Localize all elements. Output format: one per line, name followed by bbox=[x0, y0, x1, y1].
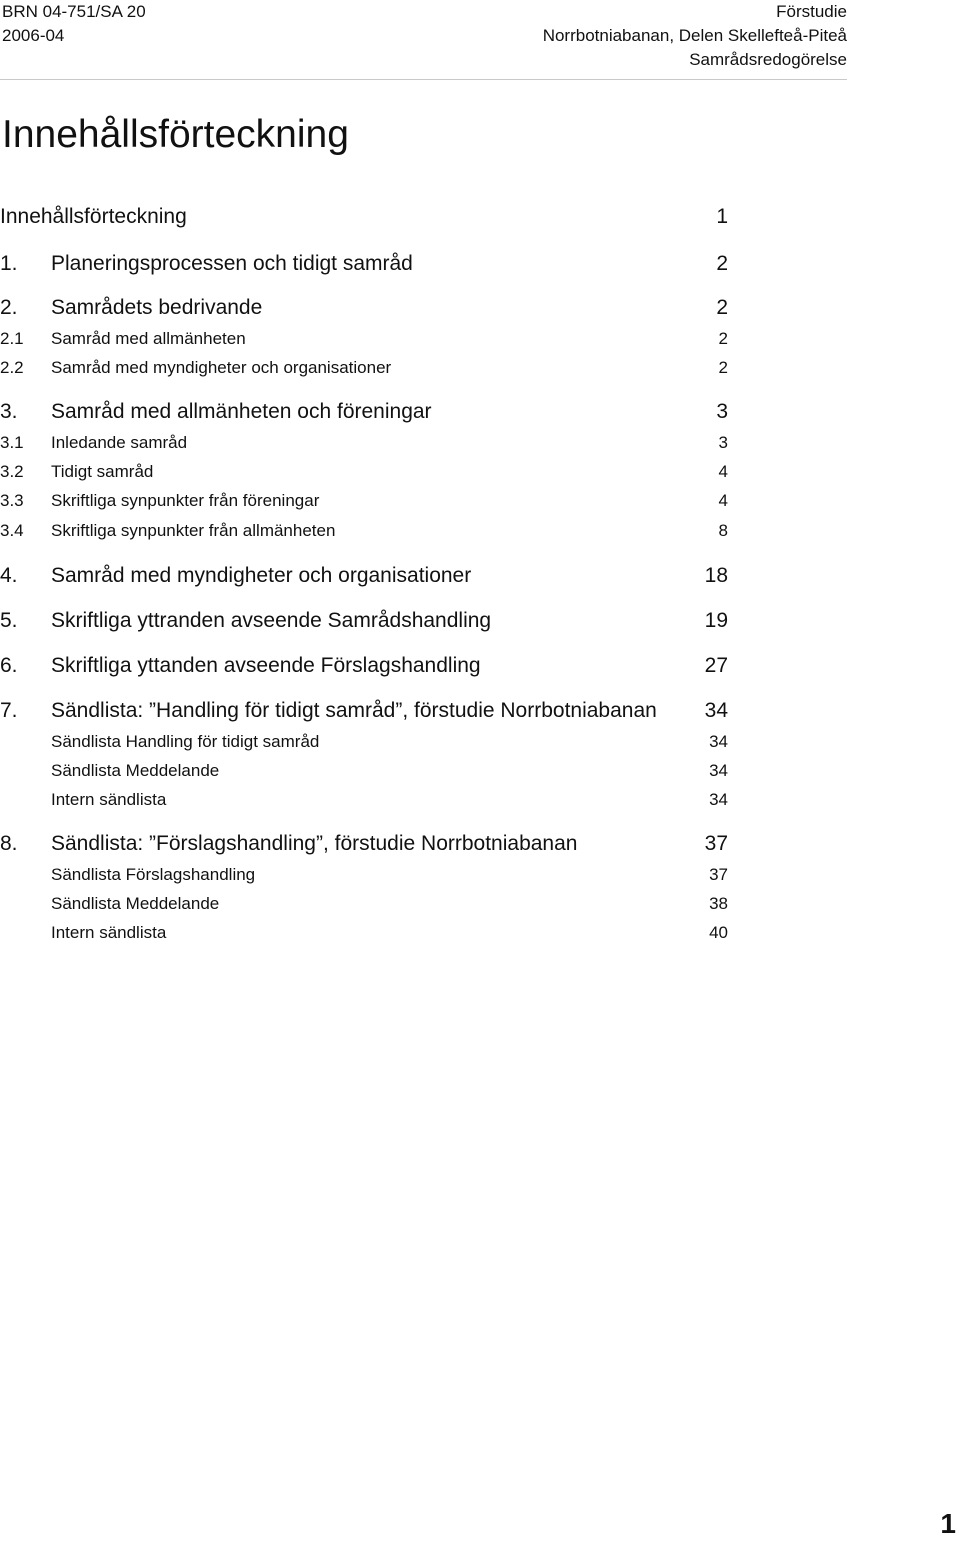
toc-entry-label: Samråd med allmänheten bbox=[51, 329, 246, 348]
toc-entry-label: Samrådets bedrivande bbox=[51, 296, 263, 319]
toc-entry-number: 3.2 bbox=[0, 462, 24, 481]
toc-entry-label: Planeringsprocessen och tidigt samråd bbox=[51, 252, 413, 275]
toc-entry-label: Sändlista Förslagshandling bbox=[51, 865, 256, 884]
toc-entry-label: Sändlista Meddelande bbox=[51, 761, 220, 780]
toc-entry-number: 4. bbox=[0, 564, 18, 587]
toc-entry-page: 34 bbox=[709, 790, 728, 809]
toc-entry-label: Inledande samråd bbox=[51, 433, 188, 452]
toc-entry-page: 4 bbox=[718, 491, 728, 510]
toc-entry-number: 3.3 bbox=[0, 491, 24, 510]
toc-entry-page: 2 bbox=[716, 252, 728, 275]
page-title: Innehållsförteckning bbox=[2, 113, 349, 156]
toc-entry-label: Sändlista Handling för tidigt samråd bbox=[51, 732, 320, 751]
toc-entry-number: 3.1 bbox=[0, 433, 24, 452]
toc-entry-label: Skriftliga yttanden avseende Förslagshandling bbox=[51, 654, 481, 677]
toc-entry-page: 34 bbox=[709, 761, 728, 780]
toc-entry-label: Sändlista: ”Förslagshandling”, förstudie Norrbotniabanan bbox=[51, 832, 578, 855]
toc-entry-page: 37 bbox=[704, 832, 728, 855]
toc-entry-number: 7. bbox=[0, 699, 18, 722]
toc-entry-page: 19 bbox=[704, 609, 728, 632]
toc-entry-page: 18 bbox=[704, 564, 728, 587]
toc-entry-label: Intern sändlista bbox=[51, 790, 167, 809]
toc-entry-page: 8 bbox=[718, 521, 728, 540]
toc-entry-page: 38 bbox=[709, 894, 728, 913]
toc-entry-page: 3 bbox=[716, 400, 728, 423]
toc-entry-page: 27 bbox=[704, 654, 728, 677]
toc-entry-number: 2. bbox=[0, 296, 18, 319]
toc-entry-page: 2 bbox=[718, 358, 728, 377]
toc-entry-label: Samråd med myndigheter och organisationer bbox=[51, 564, 472, 587]
document-name: Samrådsredogörelse bbox=[689, 50, 847, 69]
document-date: 2006-04 bbox=[2, 26, 65, 45]
toc-entry-number: 5. bbox=[0, 609, 18, 632]
toc-entry-number: 2.1 bbox=[0, 329, 24, 348]
toc-entry-number: 6. bbox=[0, 654, 18, 677]
toc-entry-page: 3 bbox=[718, 433, 728, 452]
page-number: 1 bbox=[940, 1508, 956, 1539]
toc-entry-page: 34 bbox=[709, 732, 728, 751]
toc-entry-page: 2 bbox=[716, 296, 728, 319]
toc-entry-page: 37 bbox=[709, 865, 728, 884]
toc-entry-number: 3. bbox=[0, 400, 18, 423]
project-name: Norrbotniabanan, Delen Skellefteå-Piteå bbox=[542, 26, 847, 45]
toc-entry-page: 40 bbox=[709, 923, 728, 942]
header-divider bbox=[0, 79, 847, 80]
toc-entry-page: 2 bbox=[718, 329, 728, 348]
toc-entry-label: Sändlista Meddelande bbox=[51, 894, 220, 913]
header-left bbox=[2, 0, 146, 48]
toc-entry-label: Samråd med myndigheter och organisationer bbox=[51, 358, 392, 377]
toc-entry-number: 8. bbox=[0, 832, 18, 855]
toc-entry-label: Innehållsförteckning bbox=[0, 205, 187, 228]
toc-entry-label: Skriftliga synpunkter från föreningar bbox=[51, 491, 320, 510]
document-id: BRN 04-751/SA 20 bbox=[2, 2, 146, 21]
toc-entry-page: 34 bbox=[704, 699, 728, 722]
toc-entry-label: Skriftliga yttranden avseende Samrådshandling bbox=[51, 609, 492, 632]
toc-entry-number: 3.4 bbox=[0, 521, 24, 540]
toc-entry-label: Skriftliga synpunkter från allmänheten bbox=[51, 521, 336, 540]
toc-entry-label: Intern sändlista bbox=[51, 923, 167, 942]
toc-entry-page: 4 bbox=[718, 462, 728, 481]
toc-entry-page: 1 bbox=[716, 205, 728, 228]
toc-entry-label: Samråd med allmänheten och föreningar bbox=[51, 400, 432, 423]
toc-entry-label: Sändlista: ”Handling för tidigt samråd”, förstudie Norrbotniabanan bbox=[51, 699, 657, 722]
toc-entry-number: 2.2 bbox=[0, 358, 24, 377]
document-type: Förstudie bbox=[776, 2, 847, 21]
header-right bbox=[543, 0, 847, 72]
toc-entry-number: 1. bbox=[0, 252, 18, 275]
toc-entry-label: Tidigt samråd bbox=[51, 462, 154, 481]
